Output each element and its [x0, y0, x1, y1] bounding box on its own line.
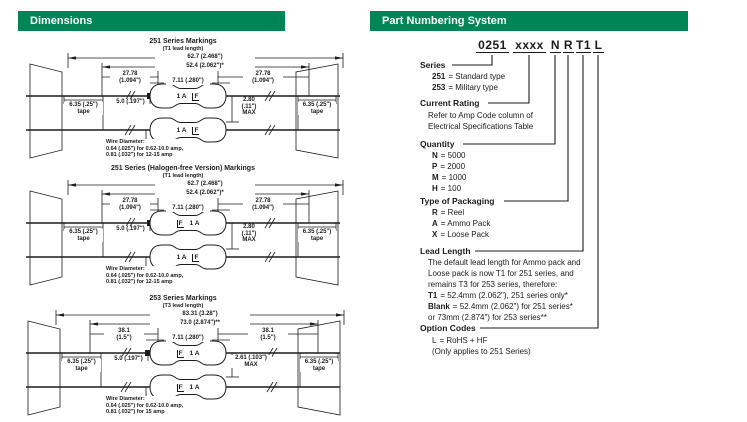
section-title-packaging: Type of Packaging — [420, 196, 498, 206]
amp-rating-marking: 1 A — [176, 254, 187, 261]
amp-rating-marking: 1 A — [189, 384, 200, 391]
packaging-item: R = Reel — [432, 208, 465, 217]
dim-label-max: 2.80 (.11") MAX — [234, 97, 264, 117]
tape-label-right: 6.35 (.25") tape — [298, 102, 336, 115]
wire-diameter-note: Wire Diameter: 0.64 (.025") for 0.62-10.0 amp, 0.81 (.032") for 15 amp — [106, 396, 184, 415]
packaging-item: A = Ammo Pack — [432, 219, 491, 228]
fuse-body-marking — [158, 125, 218, 136]
littelfuse-logo-icon: F — [178, 349, 183, 357]
amp-rating-marking: 1 A — [176, 93, 187, 100]
amp-rating-marking: 1 A — [189, 350, 200, 357]
option-codes-note: (Only applies to 251 Series) — [432, 347, 531, 356]
lead-length-paragraph: Loose pack is now T1 for 251 series, and — [428, 269, 574, 278]
dim-label-inner: 73.0 (2.874")** — [150, 320, 250, 327]
dim-label-body: 7.11 (.280") — [166, 205, 210, 212]
lead-length-item: Blank = 52.4mm (2.062") for 251 series* — [428, 302, 573, 311]
diagram-253-markings — [18, 295, 348, 422]
fuse-body-marking — [158, 252, 218, 263]
amp-rating-marking: 1 A — [176, 127, 187, 134]
part-number-segment-series: 0251 — [476, 38, 509, 53]
dim-label-lead-pitch: 5.0 (.197") — [112, 99, 149, 106]
part-number-segment-quantity: N — [550, 38, 561, 52]
tape-label-left: 6.35 (.25") tape — [64, 229, 103, 242]
diagram-251-markings — [18, 38, 348, 166]
part-numbering-header-label: Part Numbering System — [382, 15, 507, 27]
lead-length-item: T1 = 52.4mm (2.062"), 251 series only* — [428, 291, 568, 300]
lead-length-paragraph: The default lead length for Ammo pack and — [428, 258, 581, 267]
section-title-quantity: Quantity — [420, 139, 458, 149]
section-title-lead-length: Lead Length — [420, 246, 475, 256]
tape-label-right: 6.35 (.25") tape — [300, 359, 338, 372]
tape-label-left: 6.35 (.25") tape — [62, 359, 101, 372]
dim-label-overall: 83.31 (3.28") — [150, 311, 250, 318]
diagram-subtitle: (T1 lead length) — [162, 173, 204, 179]
part-numbering-panel — [370, 0, 747, 422]
part-number-segment-option: L — [594, 38, 603, 52]
lead-length-tail: or 73mm (2.874") for 253 series** — [428, 313, 547, 322]
quantity-item: P = 2000 — [432, 162, 466, 171]
fuse-body-marking — [158, 382, 218, 393]
dimensions-header-label: Dimensions — [30, 15, 93, 27]
wire-diameter-note: Wire Diameter: 0.64 (.025") for 0.62-10.0 amp, 0.81 (.032") for 12-15 amp — [106, 266, 184, 285]
section-title-series: Series — [420, 60, 450, 70]
dim-label-inner: 52.4 (2.062")* — [155, 190, 255, 197]
dim-label-side-left: 27.78 (1.094") — [110, 198, 150, 211]
dim-label-side-left: 27.78 (1.094") — [110, 71, 150, 84]
dim-label-max: 2.61 (.103") MAX — [230, 355, 272, 368]
amp-rating-marking: 1 A — [189, 220, 200, 227]
section-title-option-codes: Option Codes — [420, 323, 480, 333]
dim-label-inner: 52.4 (2.062")* — [155, 63, 255, 70]
fuse-body-marking — [158, 91, 218, 102]
lead-length-paragraph: remains T3 for 253 series, therefore: — [428, 280, 558, 289]
part-number-segment-packaging: R — [563, 38, 574, 52]
diagram-title: 251 Series Markings — [149, 38, 217, 45]
littelfuse-logo-icon: F — [194, 92, 199, 100]
dim-label-side-right: 27.78 (1.094") — [243, 71, 283, 84]
dim-label-side-right: 38.1 (1.5") — [248, 328, 288, 341]
dim-label-side-left: 38.1 (1.5") — [104, 328, 144, 341]
current-rating-note: Electrical Specifications Table — [428, 122, 534, 131]
littelfuse-logo-icon: F — [178, 219, 183, 227]
dimensions-panel — [18, 11, 348, 416]
diagram-title: 253 Series Markings — [149, 295, 217, 302]
part-number-segment-amp-code: xxxx — [513, 38, 546, 53]
tape-label-right: 6.35 (.25") tape — [298, 229, 336, 242]
quantity-item: H = 100 — [432, 184, 462, 193]
series-item: 253 = Military type — [432, 83, 498, 92]
dim-label-lead-pitch: 5.0 (.197") — [110, 356, 147, 363]
diagram-subtitle: (T3 lead length) — [162, 303, 204, 309]
diagram-251-halogen-free-markings — [18, 165, 348, 293]
packaging-item: X = Loose Pack — [432, 230, 490, 239]
diagram-subtitle: (T1 lead length) — [162, 46, 204, 52]
option-codes-item: L = RoHS + HF — [432, 336, 488, 345]
dimensions-header-bar — [18, 11, 285, 31]
littelfuse-logo-icon: F — [178, 383, 183, 391]
part-number-segment-lead-length: T1 — [576, 38, 592, 52]
fuse-body-marking — [158, 348, 218, 359]
dim-label-max: 2.80 (.11") MAX — [234, 224, 264, 244]
quantity-item: M = 1000 — [432, 173, 467, 182]
dim-label-body: 7.11 (.280") — [166, 78, 210, 85]
section-title-current-rating: Current Rating — [420, 98, 484, 108]
series-item: 251 = Standard type — [432, 72, 506, 81]
littelfuse-logo-icon: F — [194, 126, 199, 134]
dim-label-side-right: 27.78 (1.094") — [243, 198, 283, 211]
wire-diameter-note: Wire Diameter: 0.64 (.025") for 0.62-10.0 amp, 0.81 (.032") for 12-15 amp — [106, 139, 184, 158]
current-rating-note: Refer to Amp Code column of — [428, 111, 533, 120]
dim-label-overall: 62.7 (2.468") — [155, 54, 255, 61]
fuse-body-marking — [158, 218, 218, 229]
littelfuse-logo-icon: F — [194, 253, 199, 261]
dim-label-overall: 62.7 (2.468") — [155, 181, 255, 188]
diagram-title: 251 Series (Halogen-free Version) Markings — [111, 165, 255, 172]
tape-label-left: 6.35 (.25") tape — [64, 102, 103, 115]
quantity-item: N = 5000 — [432, 151, 466, 160]
dim-label-lead-pitch: 5.0 (.197") — [112, 226, 149, 233]
dim-label-body: 7.11 (.280") — [166, 335, 210, 342]
